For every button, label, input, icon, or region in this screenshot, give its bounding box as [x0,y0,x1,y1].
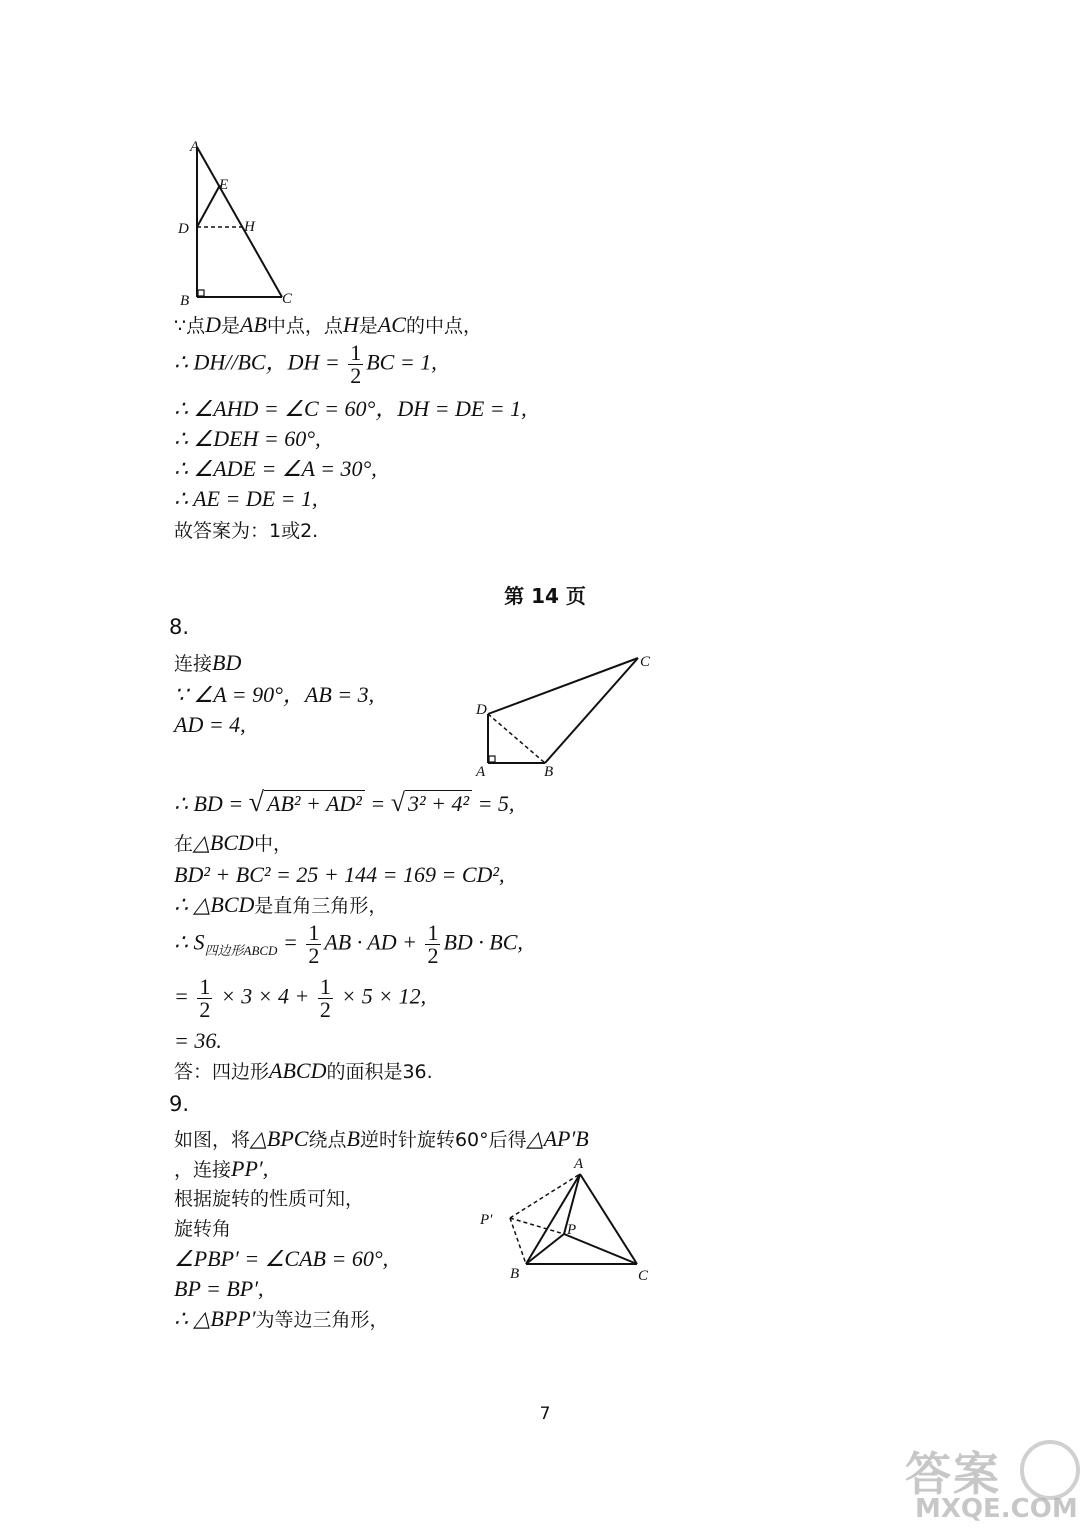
line-answer: 故答案为：1或2. [174,520,319,542]
q8-line-ad: AD = 4, [174,712,246,737]
q8-line-pythagoras: BD² + BC² = 25 + 144 = 169 = CD², [174,862,505,887]
right-angle-mark [489,756,495,762]
segment-pp1-dashed [510,1218,564,1234]
segment-bp [526,1234,564,1264]
radicand-1: AB² + AD² [264,790,365,817]
line-angle-ade: ∴ ∠ADE = ∠A = 30°, [174,456,377,481]
side-ac [580,1174,637,1264]
q8-line-connect: 连接BD [174,650,242,675]
q8-line-area-numbers: = $\frac{1}{2}$ × 3 × 4 + $\frac{1}{2}$ × 5 × 12, [174,974,427,1022]
fraction-half: $\frac{1}{2}$ [427,920,439,968]
fraction-half: $\frac{1}{2}$ [350,340,362,388]
side-ac [197,147,282,297]
question-9-number: 9. [169,1092,190,1116]
label-c: C [640,654,651,670]
q8-line-bd-sqrt: ∴ BD = √ AB² + AD² = √ 3² + 4² = 5, [174,787,515,818]
q9-line-angle-eq: ∠PBP′ = ∠CAB = 60°, [174,1246,389,1271]
label-d: D [476,702,487,718]
q8-line-area-formula: ∴ $S_{四边形ABCD}$ = $\frac{1}{2}$ AB · AD + $\frac{1}{2}$ BD · BC, [174,920,523,968]
area-subscript: 四边形ABCD [204,942,278,958]
label-c: C [638,1268,649,1284]
page-number: 7 [539,1404,551,1424]
fraction-half: $\frac{1}{2}$ [319,974,331,1022]
label-p: P [567,1222,577,1238]
q9-line-property: 根据旋转的性质可知， [174,1188,365,1210]
q9-line-bp-eq: BP = BP′, [174,1276,264,1301]
label-a: A [476,764,486,780]
line-midpoints: ∵点D是AB中点，点H是AC的中点， [174,312,482,337]
label-b: B [180,293,190,309]
q9-line-equilateral: ∴ △BPP′为等边三角形， [174,1306,389,1331]
label-b: B [544,764,554,780]
line-ae-de: ∴ AE = DE = 1, [174,486,318,511]
side-ab [526,1174,580,1264]
question-8-number: 8. [169,615,190,639]
segment-bp1-dashed [510,1218,526,1264]
q9-line-rotate: 如图，将△BPC绕点B逆时针旋转60°后得△AP′B [174,1126,589,1151]
watermark-seal-icon [1020,1440,1080,1500]
label-a: A [574,1156,584,1172]
q9-line-rotation-angle: 旋转角 [174,1218,232,1240]
side-bc [545,658,638,763]
q8-line-given: ∵ ∠A = 90°，AB = 3, [174,682,375,707]
figure-triangle-abc [170,135,310,310]
sqrt-sign: √ [390,788,406,817]
figure-quadrilateral-abcd [470,648,660,783]
radicand-2: 3² + 4² [405,790,472,817]
segment-de [197,185,220,227]
line-angle-deh: ∴ ∠DEH = 60°, [174,426,321,451]
watermark-logo-text: 答案 [905,1447,1001,1501]
q9-line-connect: ，连接PP′, [174,1156,269,1181]
label-b: B [510,1266,520,1282]
sqrt-sign: √ [248,787,265,818]
page-header: 第 14 页 [504,584,586,608]
line-angle-ahd: ∴ ∠AHD = ∠C = 60°，DH = DE = 1, [174,396,527,421]
segment-pc [564,1234,637,1264]
label-d: D [178,221,189,237]
line-dh-parallel: ∴ DH//BC，DH = $\frac{1}{2}$ BC = 1, [174,340,437,388]
q8-line-in-bcd: 在△BCD中， [174,830,292,855]
label-a: A [190,139,200,155]
figure-equilateral-rotation [470,1152,670,1287]
label-h: H [244,219,255,235]
q8-line-right-triangle: ∴ △BCD是直角三角形， [174,892,388,917]
label-e: E [219,177,229,193]
q8-line-answer: 答：四边形ABCD的面积是36. [174,1058,433,1083]
diagonal-bd-dashed [488,714,545,763]
label-p-prime: P′ [480,1212,493,1228]
watermark-url: MXQE.COM [915,1494,1078,1524]
label-c: C [282,291,293,307]
fraction-half: $\frac{1}{2}$ [308,920,320,968]
fraction-half: $\frac{1}{2}$ [199,974,211,1022]
side-cd [488,658,638,714]
q8-line-result: = 36. [174,1028,222,1053]
right-angle-mark [198,290,204,296]
